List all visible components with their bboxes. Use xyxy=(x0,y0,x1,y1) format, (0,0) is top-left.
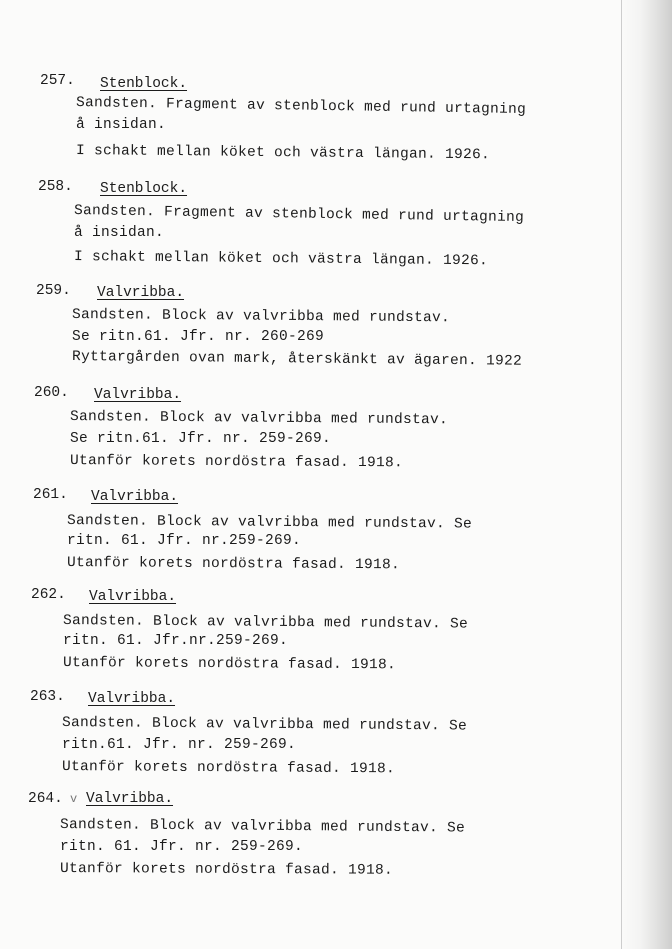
entry-line: ritn.61. Jfr. nr. 259-269. xyxy=(62,737,297,753)
entry-line: å insidan. xyxy=(76,117,167,133)
entry-number: 261. xyxy=(33,487,68,503)
entry-number: 264. xyxy=(28,791,63,807)
entry-title: Valvribba. xyxy=(89,589,177,605)
entry-line: Sandsten. Block av valvribba med rundstav. Se xyxy=(59,817,466,837)
entry-line: Utanför korets nordöstra fasad. 1918. xyxy=(62,655,397,674)
page-binding-shadow xyxy=(620,0,672,949)
entry-line: I schakt mellan köket och västra längan. 1926. xyxy=(75,143,491,164)
entry-line: ritn. 61. Jfr. nr. 259-269. xyxy=(60,839,304,855)
entry-line: Ryttargården ovan mark, återskänkt av ägaren. 1922 xyxy=(71,349,523,370)
entry-line: Se ritn.61. Jfr. nr. 259-269. xyxy=(70,431,332,447)
entry-number: 262. xyxy=(31,587,66,603)
entry-title: Valvribba. xyxy=(91,489,179,505)
entry-title: Valvribba. xyxy=(88,691,176,707)
entry-line: Utanför korets nordöstra fasad. 1918. xyxy=(61,759,396,778)
handwritten-check-mark: v xyxy=(70,792,78,806)
entry-line: I schakt mellan köket och västra längan. 1926. xyxy=(73,249,489,270)
entry-number: 259. xyxy=(36,283,71,299)
entry-line: Sandsten. Block av valvribba med rundstav. xyxy=(71,307,451,327)
entry-line: Utanför korets nordöstra fasad. 1918. xyxy=(59,861,394,879)
entry-title: Valvribba. xyxy=(94,387,182,403)
entry-number: 257. xyxy=(40,73,75,89)
entry-line: Sandsten. Fragment av stenblock med rund urtagning xyxy=(73,203,525,227)
entry-line: Sandsten. Block av valvribba med rundstav. Se xyxy=(62,613,469,633)
entry-title: Stenblock. xyxy=(100,76,188,92)
page-edge-line xyxy=(621,0,622,949)
entry-line: ritn. 61. Jfr.nr.259-269. xyxy=(63,633,289,649)
entry-line: Utanför korets nordöstra fasad. 1918. xyxy=(66,555,401,574)
entry-number: 258. xyxy=(38,179,73,195)
entry-number: 263. xyxy=(30,689,65,705)
entry-line: å insidan. xyxy=(74,225,165,241)
entry-line: Utanför korets nordöstra fasad. 1918. xyxy=(69,453,404,472)
entry-line: Sandsten. Block av valvribba med rundstav. Se xyxy=(66,513,473,533)
entry-title: Stenblock. xyxy=(100,181,188,197)
entry-line: Sandsten. Block av valvribba med rundstav. xyxy=(69,409,449,429)
entry-line: Sandsten. Fragment av stenblock med rund urtagning xyxy=(75,95,527,119)
entry-line: Se ritn.61. Jfr. nr. 260-269 xyxy=(72,329,325,345)
entry-title: Valvribba. xyxy=(86,791,174,807)
entry-line: Sandsten. Block av valvribba med rundstav. Se xyxy=(61,715,468,735)
entry-line: ritn. 61. Jfr. nr.259-269. xyxy=(67,533,302,549)
entry-title: Valvribba. xyxy=(97,285,185,301)
entry-number: 260. xyxy=(34,385,69,401)
